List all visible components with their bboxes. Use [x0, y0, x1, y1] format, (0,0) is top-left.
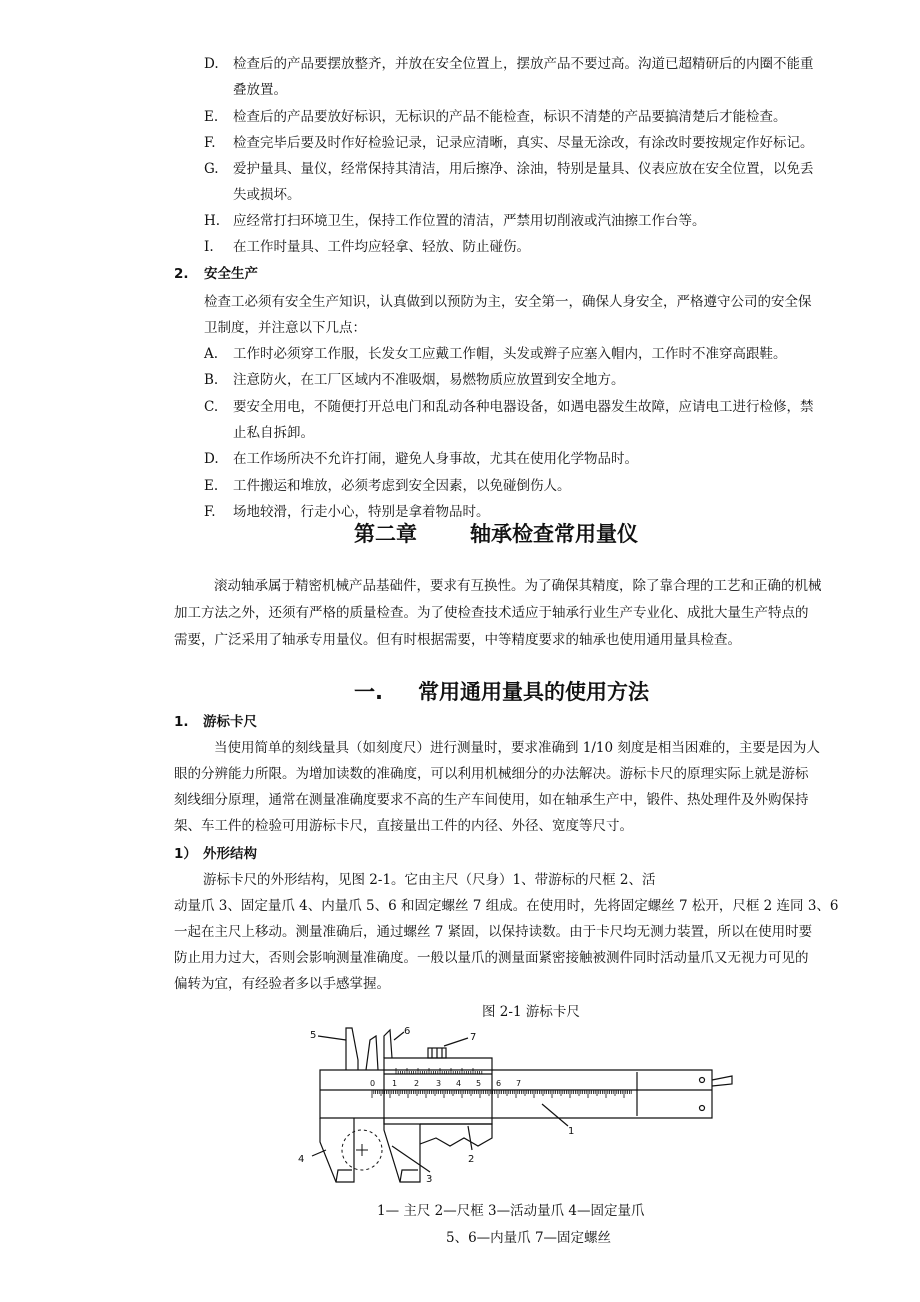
- list-item-line: 止私自拆卸。: [233, 425, 314, 441]
- inner-jaw-6: [384, 1030, 392, 1058]
- paragraph-line: 加工方法之外，还须有严格的质量检查。为了使检查技术适应于轴承行业生产专业化、成批大量生产特点的: [174, 605, 809, 621]
- chapter-number: 第二章: [354, 522, 417, 546]
- paragraph-line: 架、车工件的检验可用游标卡尺，直接量出工件的内径、外径、宽度等尺寸。: [174, 818, 633, 834]
- scale-number: 4: [456, 1079, 462, 1088]
- section-heading: 安全生产: [204, 266, 258, 282]
- paragraph-line: 一起在主尺上移动。测量准确后，通过螺丝 7 紧固，以保持读数。由于卡尺均无测力装置，所以在使用时要: [174, 924, 813, 940]
- callout-label: 6: [404, 1026, 411, 1037]
- list-item-line: 工件搬运和堆放，必须考虑到安全因素，以免碰倒伤人。: [233, 478, 571, 494]
- list-marker: E.: [204, 478, 219, 494]
- scale-number: 2: [414, 1079, 420, 1088]
- paragraph-line: 动量爪 3、固定量爪 4、内量爪 5、6 和固定螺丝 7 组成。在使用时，先将固定螺丝 7 松开，尺框 2 连同 3、6: [174, 898, 839, 914]
- scale-number: 3: [436, 1079, 442, 1088]
- paragraph-line: 防止用力过大，否则会影响测量准确度。一般以量爪的测量面紧密接触被测件同时活动量爪又无视力可见的: [174, 950, 809, 966]
- paragraph-line: 刻线细分原理，通常在测量准确度要求不高的生产车间使用，如在轴承生产中，锻件、热处理件及外购保持: [174, 792, 809, 808]
- figure-legend: 5、6—内量爪 7—固定螺丝: [446, 1230, 612, 1246]
- list-item-line: 在工作场所决不允许打闹，避免人身事故，尤其在使用化学物品时。: [233, 451, 638, 467]
- list-item-line: 应经常打扫环境卫生，保持工作位置的清洁，严禁用切削液或汽油擦工作台等。: [233, 213, 706, 229]
- section-title: 常用通用量具的使用方法: [418, 680, 649, 704]
- list-marker: F.: [204, 135, 216, 151]
- slider-frame: [384, 1058, 492, 1124]
- paragraph-line: 当使用简单的刻线量具（如刻度尺）进行测量时，要求准确到 1/10 刻度是相当困难的，主要是因为人: [214, 740, 820, 756]
- callout-label: 1: [568, 1126, 575, 1137]
- list-marker: A.: [204, 346, 219, 362]
- vernier-scale-ticks: [396, 1068, 482, 1074]
- list-item-line: 检查后的产品要摆放整齐，并放在安全位置上，摆放产品不要过高。沟道已超精研后的内圈不能重: [233, 56, 814, 72]
- paragraph-line: 滚动轴承属于精密机械产品基础件，要求有互换性。为了确保其精度，除了靠合理的工艺和正确的机械: [214, 578, 822, 594]
- list-item-line: 在工作时量具、工件均应轻拿、轻放、防止碰伤。: [233, 239, 530, 255]
- list-item-line: 失或损坏。: [233, 187, 301, 203]
- list-item-line: 爱护量具、量仪，经常保持其清洁，用后擦净、涂油，特别是量具、仪表应放在安全位置，以免丢: [233, 161, 814, 177]
- chapter-title: 轴承检查常用量仪: [470, 522, 638, 546]
- subsection-heading: 外形结构: [203, 846, 257, 862]
- main-scale-ticks: [372, 1090, 631, 1098]
- paragraph-line: 游标卡尺的外形结构，见图 2-1。它由主尺（尺身）1、带游标的尺框 2、活: [203, 872, 656, 888]
- callout-label: 7: [470, 1032, 477, 1043]
- list-marker: G.: [204, 161, 219, 177]
- list-item-line: 场地较滑，行走小心，特别是拿着物品时。: [233, 504, 490, 520]
- list-item-line: 要安全用电，不随便打开总电门和乱动各种电器设备，如遇电器发生故障，应请电工进行检修，禁: [233, 399, 814, 415]
- inner-jaw-5: [346, 1028, 358, 1070]
- list-marker: I.: [204, 239, 214, 255]
- callout-label: 4: [298, 1154, 305, 1165]
- scale-number: 6: [496, 1079, 502, 1088]
- list-marker: E.: [204, 109, 219, 125]
- subsection-heading: 游标卡尺: [203, 714, 257, 730]
- list-marker: D.: [204, 56, 219, 72]
- paragraph-line: 需要，广泛采用了轴承专用量仪。但有时根据需要，中等精度要求的轴承也使用通用量具检查。: [174, 632, 741, 648]
- list-marker: B.: [204, 372, 219, 388]
- subsection-number: 1.: [174, 714, 189, 730]
- vernier-caliper-figure: [292, 1022, 742, 1190]
- subsection-number: 1）: [174, 846, 197, 862]
- list-marker: F.: [204, 504, 216, 520]
- paragraph-line: 卫制度，并注意以下几点：: [204, 320, 366, 336]
- section-number: 2.: [174, 266, 189, 282]
- paragraph-line: 检查工必须有安全生产知识，认真做到以预防为主，安全第一，确保人身安全，严格遵守公司的安全保: [204, 294, 812, 310]
- list-item-line: 检查后的产品要放好标识，无标识的产品不能检查，标识不清楚的产品要搞清楚后才能检查。: [233, 109, 787, 125]
- list-item-line: 注意防火，在工厂区域内不准吸烟，易燃物质应放置到安全地方。: [233, 372, 625, 388]
- section-number: 一.: [354, 680, 383, 704]
- list-marker: H.: [204, 213, 221, 229]
- paragraph-line: 偏转为宜，有经验者多以手感掌握。: [174, 976, 390, 992]
- list-item-line: 叠放置。: [233, 82, 287, 98]
- paragraph-line: 眼的分辨能力所限。为增加读数的准确度，可以利用机械细分的办法解决。游标卡尺的原理实际上就是游标: [174, 766, 809, 782]
- list-item-line: 工作时必须穿工作服，长发女工应戴工作帽，头发或辫子应塞入帽内，工作时不准穿高跟鞋。: [233, 346, 787, 362]
- figure-caption: 图 2-1 游标卡尺: [482, 1004, 580, 1020]
- list-item-line: 检查完毕后要及时作好检验记录，记录应清晰，真实、尽量无涂改，有涂改时要按规定作好标记。: [233, 135, 814, 151]
- callout-label: 3: [426, 1174, 433, 1185]
- scale-number: 0: [370, 1079, 376, 1088]
- list-marker: C.: [204, 399, 219, 415]
- scale-number: 1: [392, 1079, 398, 1088]
- list-marker: D.: [204, 451, 219, 467]
- scale-number: 7: [516, 1079, 522, 1088]
- callout-label: 2: [468, 1154, 475, 1165]
- figure-legend: 1— 主尺 2—尺框 3—活动量爪 4—固定量爪: [377, 1203, 645, 1219]
- scale-number: 5: [476, 1079, 482, 1088]
- callout-label: 5: [310, 1030, 317, 1041]
